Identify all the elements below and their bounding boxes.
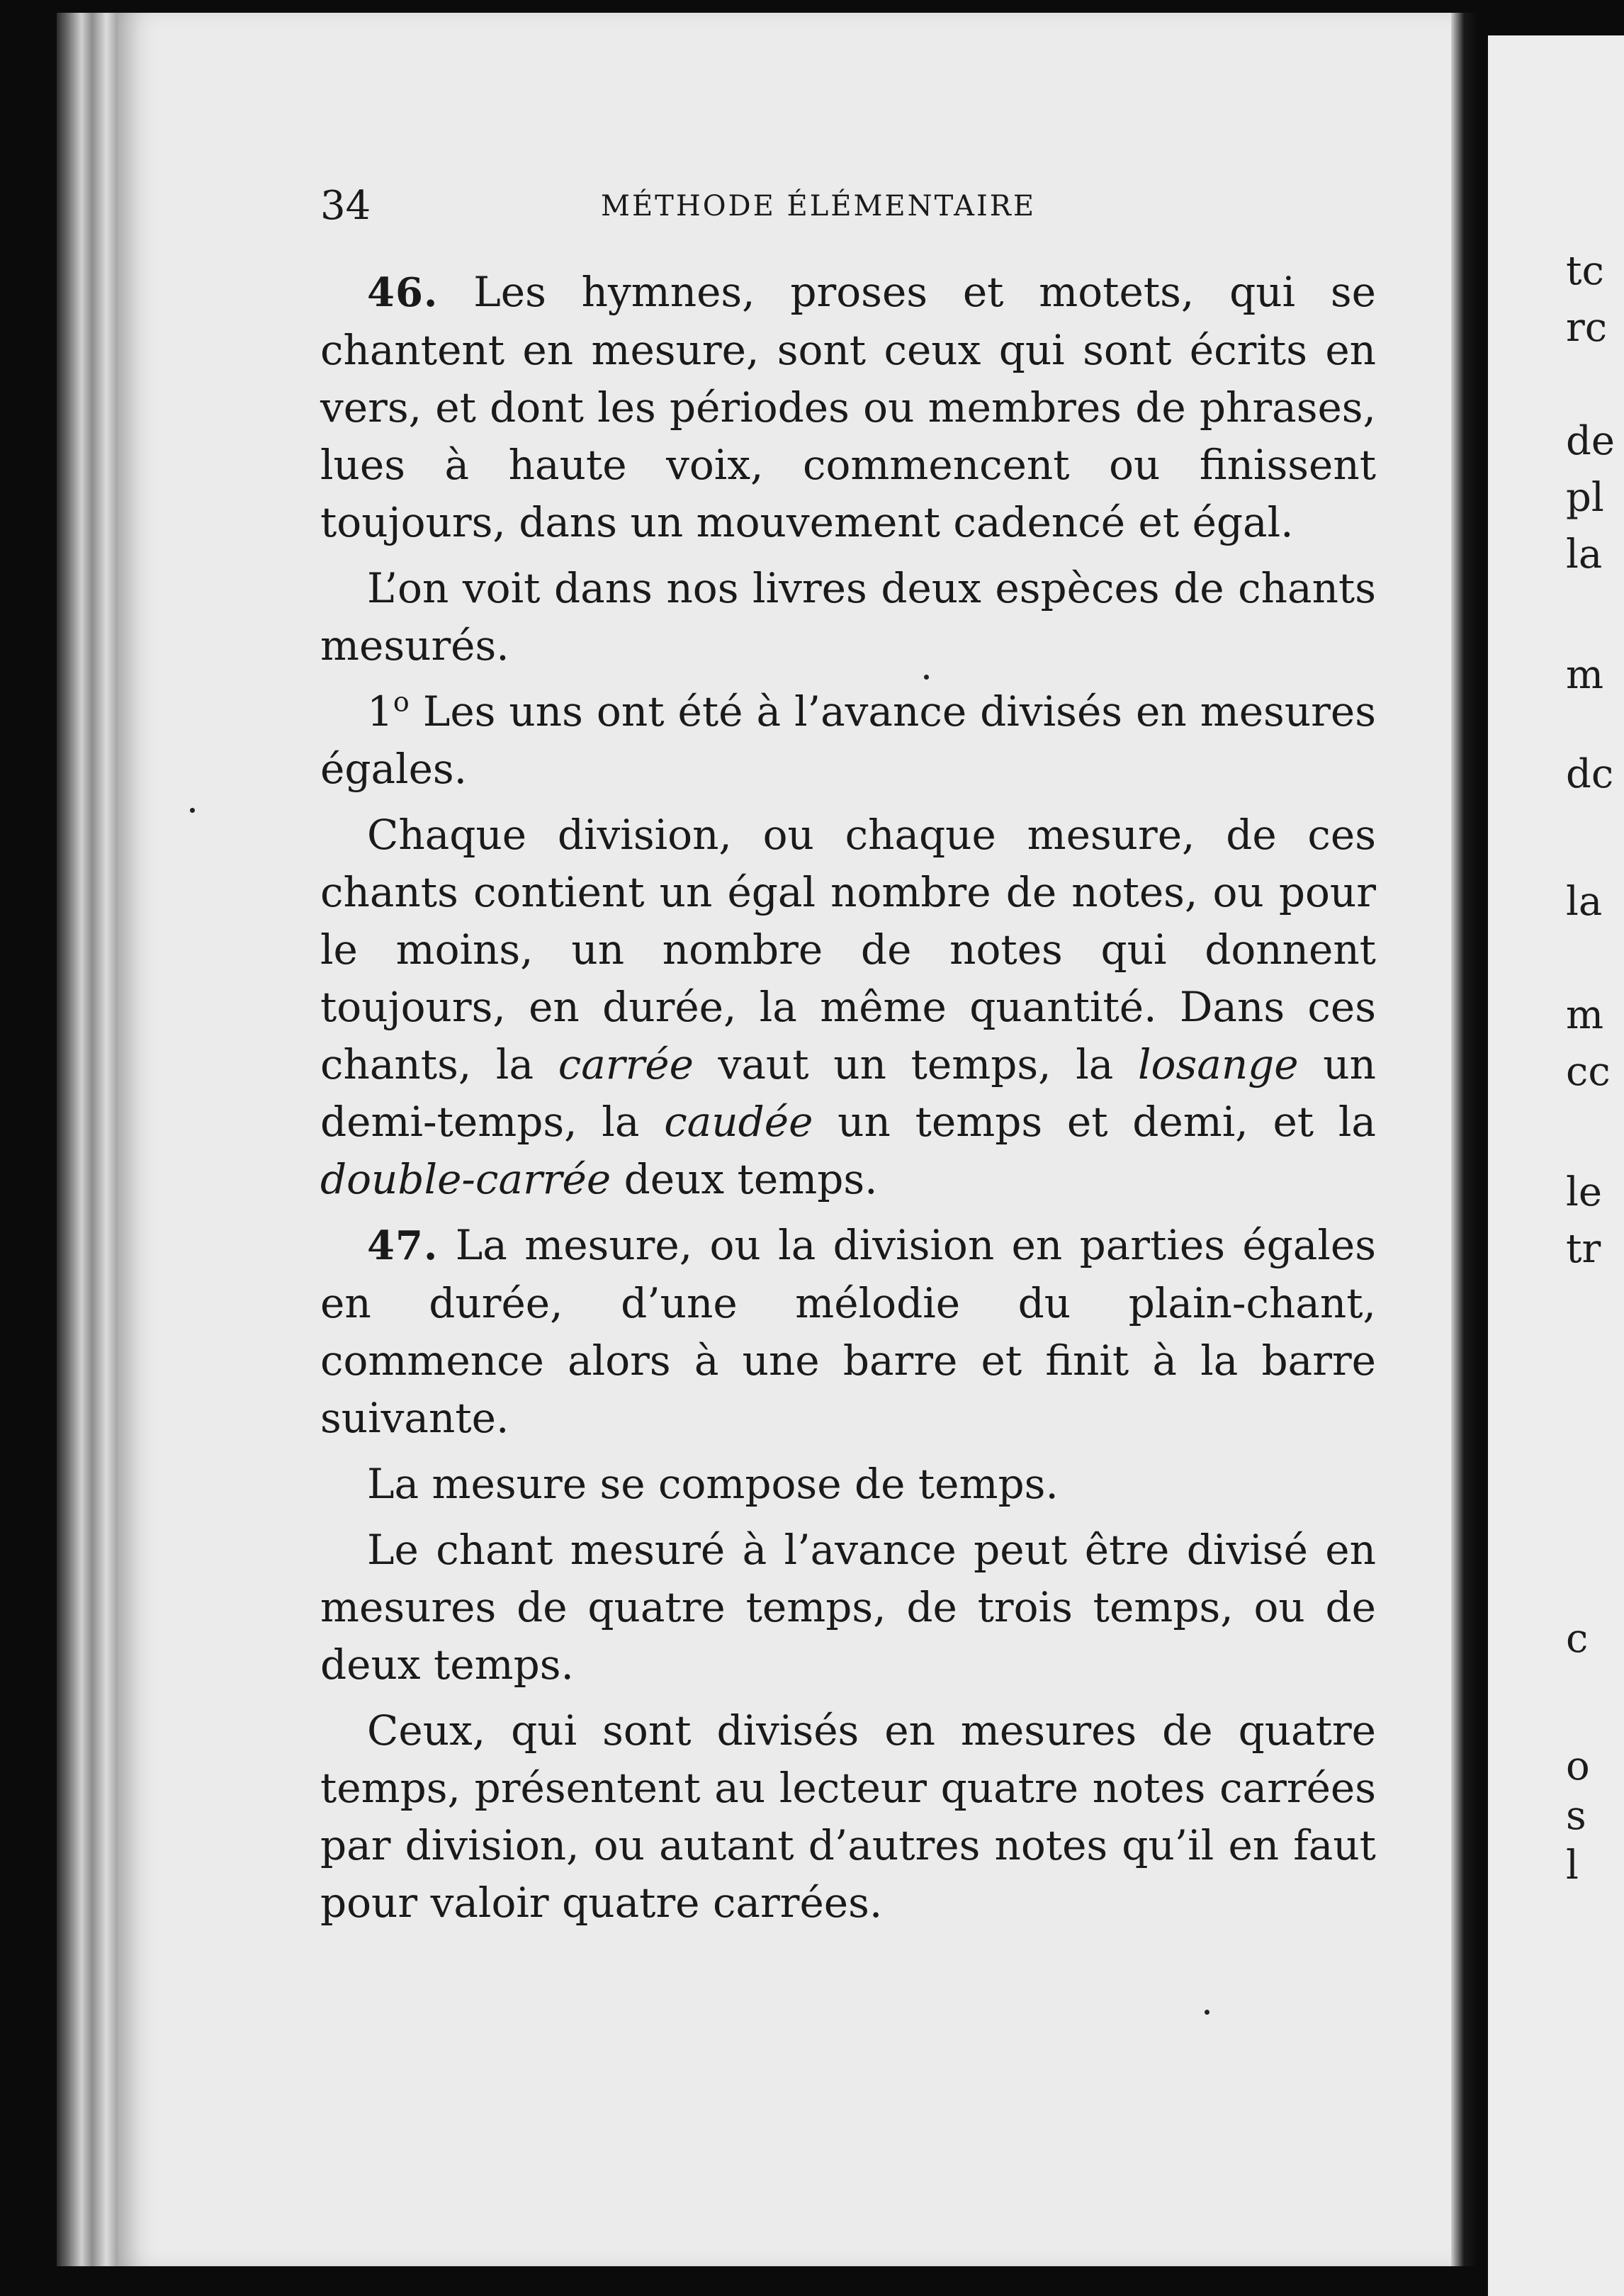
scan-speck [924,675,929,680]
next-page-fragment: s [1566,1793,1586,1839]
term-losange: losange [1138,1040,1299,1088]
paragraph-text: Chaque division, ou chaque mesure, de ces chants contient un égal nombre de notes, ou pour le moins, un nombre de notes qui donnent toujours, en durée, la même quantité. Dans ces chants, la [320,811,1376,1088]
next-page-fragment: pl [1566,475,1604,521]
running-title: MÉTHODE ÉLÉMENTAIRE [601,190,1037,223]
running-head [320,183,1376,240]
paragraph-text: L’on voit dans nos livres deux espèces de chants mesurés. [320,564,1376,670]
paragraph-text: Ceux, qui sont divisés en mesures de quatre temps, présentent au lecteur quatre notes carrées par division, ou autant d’autres notes qu’il en faut pour valoir quatre carrées. [320,1706,1376,1927]
page-edge-stack [57,13,128,2266]
paragraph-46 [320,264,1376,551]
paragraph-text: deux temps. [611,1155,878,1203]
section-number: 46. [367,269,439,316]
next-page-fragment: m [1566,652,1604,698]
page-number: 34 [320,183,371,229]
next-page-fragment: tc [1566,248,1604,294]
next-page-fragment: o [1566,1743,1590,1789]
paragraph [320,1456,1376,1513]
term-double-carree: double-carrée [320,1155,611,1203]
section-number: 47. [367,1222,439,1269]
ordinal-number: 1 [367,687,393,736]
next-page-fragment: rc [1566,305,1608,351]
paragraph-text: La mesure se compose de temps. [367,1460,1059,1508]
paragraph-text: Les uns ont été à l’avance divisés en mesures égales. [320,687,1376,793]
next-page-fragment: la [1566,531,1603,578]
next-page-fragment: de [1566,418,1615,464]
paragraph-text: Le chant mesuré à l’avance peut être divisé en mesures de quatre temps, de trois temps, ou de deux temps. [320,1526,1376,1689]
next-page-fragment: m [1566,992,1604,1038]
scan-speck [190,808,195,813]
next-page-fragment: le [1566,1169,1603,1215]
next-page-fragment: tr [1566,1226,1601,1272]
right-page-fragment [1488,35,1624,2296]
paragraph [320,806,1376,1208]
paragraph [320,683,1376,798]
paragraph-text: La mesure, ou la division en parties égales en durée, d’une mélodie du plain-chant, commence alors à une barre et finit à la barre suivante. [320,1221,1376,1442]
paragraph-47 [320,1217,1376,1447]
paragraph [320,560,1376,675]
paragraph-text: vaut un temps, la [693,1040,1138,1088]
paragraph-text: un demi-temps, la [320,1040,1376,1146]
next-page-fragment: la [1566,879,1603,925]
paragraph-text: un temps et demi, et la [813,1098,1376,1146]
book-gutter [1451,13,1488,2266]
ordinal-superscript: o [393,686,410,718]
next-page-fragment: cc [1566,1049,1611,1095]
next-page-fragment: dc [1566,751,1614,797]
body-text [320,264,1376,1940]
term-caudee: caudée [664,1098,813,1146]
next-page-fragment: c [1566,1616,1589,1662]
paragraph-text: Les hymnes, proses et motets, qui se chantent en mesure, sont ceux qui sont écrits en vers, et dont les périodes ou membres de phrases, lues à haute voix, commencent ou finissent toujours, dans un mouvement cadencé et égal. [320,268,1376,546]
next-page-fragment: l [1566,1842,1579,1889]
paragraph [320,1702,1376,1932]
scan-speck [1205,2010,1209,2015]
paragraph [320,1521,1376,1694]
term-carree: carrée [558,1040,694,1088]
